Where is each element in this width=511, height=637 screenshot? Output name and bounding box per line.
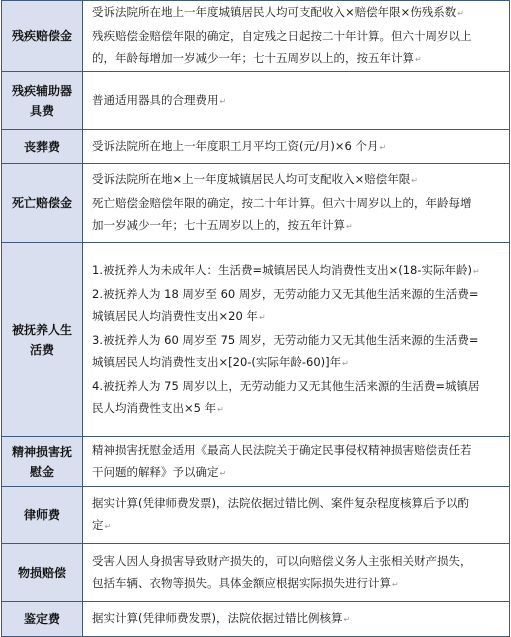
- row-label: [2, 602, 83, 637]
- row-content: [83, 72, 510, 130]
- table-row: [2, 130, 510, 164]
- row-content: [83, 544, 510, 602]
- table-row: [2, 1, 510, 72]
- content-line: 3.被抚养人为 60 周岁至 75 周岁，无劳动能力又无其他生活来源的生活费=: [92, 332, 479, 347]
- content-line: 城镇居民人均消费性支出×20 年↵: [92, 308, 266, 323]
- row-label: [2, 1, 83, 72]
- content-line: 1.被抚养人为未成年人：生活费=城镇居民人均消费性支出×(18-实际年龄)↵: [92, 262, 480, 277]
- row-label-text: 被抚养人生: [11, 322, 72, 337]
- table-row: [2, 72, 510, 130]
- row-content: [83, 602, 510, 637]
- table-row: [2, 164, 510, 243]
- table-row: [2, 487, 510, 544]
- content-line: 死亡赔偿金赔偿年限的确定，按二十年计算。但六十周岁以上的，年龄每增: [92, 196, 472, 210]
- row-label: [2, 544, 83, 602]
- compensation-table: [1, 0, 510, 637]
- table-row: [2, 544, 510, 602]
- row-label-text: 鉴定费: [23, 612, 60, 626]
- content-line: 4.被抚养人为 75 周岁以上，无劳动能力又无其他生活来源的生活费=城镇居: [92, 378, 480, 393]
- row-label-text: 活费: [29, 342, 54, 357]
- content-line: 包括车辆、衣物等损失。具体金额应根据实际损失进行计算↵: [92, 575, 399, 590]
- row-label-text: 具费: [29, 103, 54, 118]
- row-label: [2, 437, 83, 487]
- content-line: 加一岁减少一年；七十五周岁以上的，按五年计算↵: [92, 218, 353, 232]
- content-line: 的，年龄每增加一岁减少一年；七十五周岁以上的，按五年计算↵: [92, 51, 422, 65]
- content-line: 据实计算(凭律师费发票)，法院依据过错比例、案件复杂程度核算后予以酌: [92, 496, 469, 510]
- row-label-text: 残疾赔偿金: [11, 29, 72, 43]
- content-line: 据实计算(凭律师费发票)，法院依据过错比例核算↵: [92, 611, 351, 625]
- content-line: 精神损害抚慰金适用《最高人民法院关于确定民事侵权精神损害赔偿责任若: [92, 442, 472, 457]
- row-label-text: 精神损害抚: [11, 444, 72, 459]
- row-label: [2, 130, 83, 164]
- content-line: 民人均消费性支出×5 年↵: [92, 400, 224, 415]
- row-label-text: 慰金: [29, 464, 54, 479]
- row-label-text: 物损赔偿: [17, 565, 66, 580]
- row-content: [83, 164, 510, 243]
- content-line: 干问题的解释》予以确定↵: [92, 464, 227, 479]
- row-content: [83, 487, 510, 544]
- row-content: [83, 243, 510, 437]
- row-label-text: 残疾辅助器: [11, 83, 72, 98]
- content-line: 2.被抚养人为 18 周岁至 60 周岁，无劳动能力又无其他生活来源的生活费=: [92, 286, 479, 301]
- content-line: 受诉法院所在地上一年度城镇居民人均可支配收入×赔偿年限×伤残系数↵: [92, 5, 464, 19]
- row-label-text: 丧葬费: [23, 139, 60, 154]
- row-label-text: 律师费: [23, 508, 60, 522]
- table-row: [2, 602, 510, 637]
- row-content: [83, 437, 510, 487]
- row-label: [2, 243, 83, 437]
- table-row: [2, 437, 510, 487]
- content-line: 定↵: [92, 518, 112, 532]
- row-label: [2, 72, 83, 130]
- row-label: [2, 487, 83, 544]
- row-label-text: 死亡赔偿金: [11, 196, 72, 210]
- content-line: 受害人因人身损害导致财产损失的，可以向赔偿义务人主张相关财产损失，: [92, 553, 472, 568]
- row-content: [83, 1, 510, 72]
- content-line: 城镇居民人均消费性支出×[20-(实际年龄-60)]年↵: [92, 354, 349, 369]
- content-line: 受诉法院所在地×上一年度城镇居民人均可支配收入×赔偿年限↵: [92, 172, 418, 186]
- content-line: 残疾赔偿金赔偿年限的确定，自定残之日起按二十年计算。但六十周岁以上: [92, 29, 472, 43]
- table-row: [2, 243, 510, 437]
- content-line: 受诉法院所在地上一年度职工月平均工资(元/月)×6 个月↵: [92, 138, 387, 153]
- row-label: [2, 164, 83, 243]
- content-line: 普通适用器具的合理费用↵: [92, 92, 227, 107]
- row-content: [83, 130, 510, 164]
